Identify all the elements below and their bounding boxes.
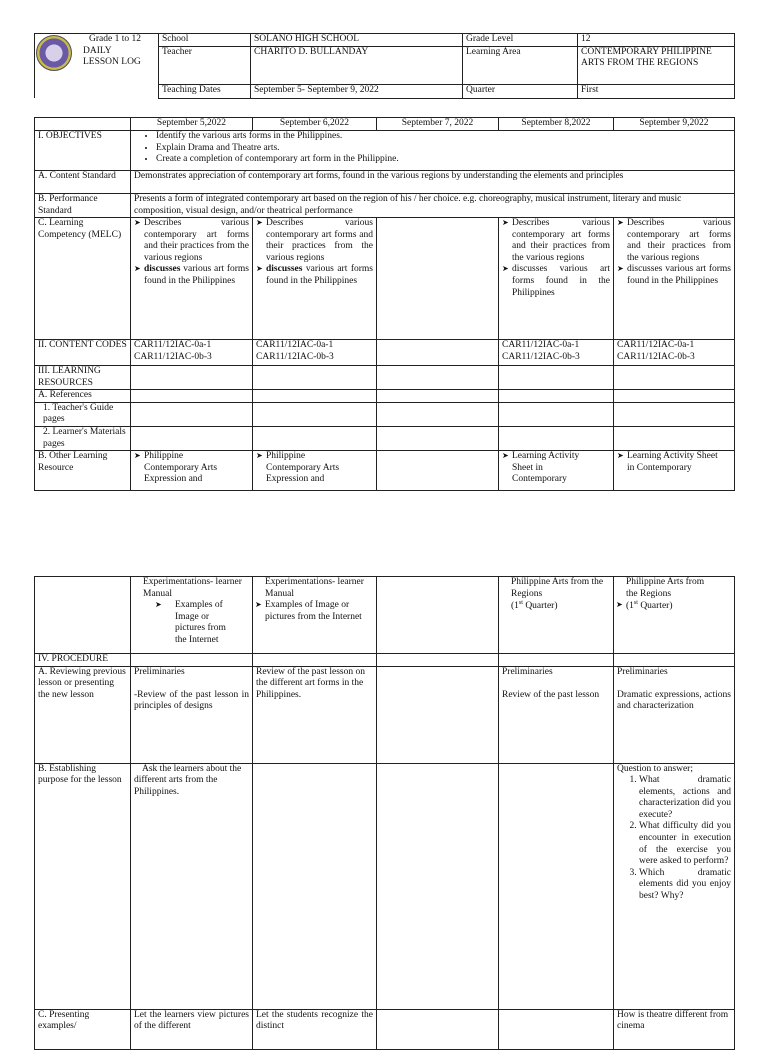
competency-cell (131, 218, 253, 340)
empty-cell (377, 340, 499, 366)
code: CAR11/12IAC-0a-1 (617, 340, 695, 351)
competency-cell (614, 218, 735, 340)
competency-cell (499, 218, 614, 340)
learning-area-label: Learning Area (463, 46, 578, 84)
grade-level-value: 12 (578, 34, 735, 47)
other-resource-row (35, 451, 735, 491)
day-header: September 9,2022 (614, 118, 735, 131)
text: (1 (511, 601, 519, 612)
resource-continued-cell (131, 577, 253, 654)
competency-row (35, 218, 735, 340)
learners-materials-row (35, 427, 735, 451)
quarter-label: Quarter (463, 84, 578, 98)
performance-standard-text: Presents a form of integrated contemporary art based on the region of his / her choice. e.g. choreography, musical instrument, literary and music composition, visual design, and/or theatrical performance (131, 194, 735, 218)
presenting-cell: Let the students recognize the distinct (253, 1009, 377, 1049)
text: various art forms found in the Philippines (266, 264, 373, 287)
objective-item: • Create a completion of contemporary art form in the Philippine. (156, 154, 731, 166)
bold-text: discusses (266, 264, 303, 275)
bold-text: discusses (144, 264, 181, 275)
teacher-label: Teacher (159, 46, 251, 84)
presenting-row (35, 1009, 735, 1049)
learning-resources-row (35, 366, 735, 390)
resource-manual: Experimentations- learner Manual (265, 577, 364, 599)
lesson-log-table-continued (34, 576, 735, 1050)
day-header: September 7, 2022 (377, 118, 499, 131)
purpose-label: B. Establishing purpose for the lesson (35, 763, 131, 1009)
objective-item: • Explain Drama and Theatre arts. (156, 143, 731, 155)
superscript: st (518, 600, 523, 607)
header-table (34, 33, 735, 99)
content-codes-row (35, 340, 735, 366)
objective-item: • Identify the various arts forms in the Philippines. (156, 131, 731, 143)
quarter-value: First (578, 84, 735, 98)
reviewing-cell (499, 666, 614, 763)
text: Quarter) (637, 601, 673, 612)
performance-standard-label: B. Performance Standard (35, 194, 131, 218)
teaching-dates-label: Teaching Dates (159, 84, 251, 98)
day-header: September 6,2022 (253, 118, 377, 131)
resource-book: ➤ Philippine Contemporary Arts Expression and (134, 451, 249, 486)
competency-cell (253, 218, 377, 340)
grade-level-label: Grade Level (463, 34, 578, 47)
school-value: SOLANO HIGH SCHOOL (251, 34, 463, 47)
codes-cell (253, 340, 377, 366)
resource-images: ➤ Examples of Image or pictures from the Internet (255, 600, 373, 623)
learners-materials-label: 2. Learner's Materials pages (35, 427, 131, 451)
objectives-label: I. OBJECTIVES (35, 131, 131, 171)
day-header: September 5,2022 (131, 118, 253, 131)
resource-regions: Philippine Arts from the Regions (511, 577, 604, 599)
references-label: A. References (35, 390, 131, 403)
teachers-guide-label: 1. Teacher's Guide pages (35, 402, 131, 426)
presenting-cell: Let the learners view pictures of the different (131, 1009, 253, 1049)
resource-images: ➤ Examples of Image or pictures from the Internet (155, 600, 249, 646)
competency-discusses (134, 264, 249, 287)
preliminaries: Preliminaries (617, 666, 668, 677)
content-standard-label: A. Content Standard (35, 171, 131, 194)
log-title-daily: DAILY (83, 45, 112, 56)
resource-manual: Experimentations- learner Manual (143, 577, 242, 599)
competency-describes: ➤ Describes various contemporary art forms and their practices from the various regions (256, 218, 373, 264)
reviewing-cell (131, 666, 253, 763)
codes-cell (131, 340, 253, 366)
learning-area-value: CONTEMPORARY PHILIPPINE ARTS FROM THE REGIONS (578, 46, 735, 84)
preliminaries: Preliminaries (502, 666, 553, 677)
day-header: September 8,2022 (499, 118, 614, 131)
objectives-row (35, 131, 735, 171)
review-text: Review of the past lesson (502, 689, 600, 700)
reviewing-row (35, 666, 735, 763)
objectives-list (131, 131, 735, 171)
teachers-guide-row (35, 402, 735, 426)
presenting-label: C. Presenting examples/ (35, 1009, 131, 1049)
purpose-cell: Ask the learners about the different arts from the Philippines. (131, 763, 253, 1009)
superscript: st (633, 600, 638, 607)
purpose-questions-cell (614, 763, 735, 1009)
code: CAR11/12IAC-0b-3 (617, 351, 695, 362)
reviewing-cell (614, 666, 735, 763)
lesson-log-table (34, 117, 735, 491)
procedure-row (35, 654, 735, 667)
competency-label: C. Learning Competency (MELC) (35, 218, 131, 340)
resource-quarter (616, 600, 731, 613)
content-standard-text: Demonstrates appreciation of contemporary art forms, found in the various regions by understanding the elements and principles (131, 171, 735, 194)
performance-standard-row (35, 194, 735, 218)
resource-book: ➤ Philippine Contemporary Arts Expression and (256, 451, 373, 486)
presenting-cell: How is theatre different from cinema (614, 1009, 735, 1049)
learning-resources-label: III. LEARNING RESOURCES (35, 366, 131, 390)
competency-discusses: ➤ discusses various art forms found in the Philippines (617, 264, 731, 287)
competency-describes: ➤ Describes various contemporary art forms and their practices from the various regions (502, 218, 610, 264)
preliminaries: Preliminaries (134, 666, 185, 677)
code: CAR11/12IAC-0b-3 (256, 351, 334, 362)
resource-regions: Philippine Arts from the Regions (626, 577, 705, 599)
teaching-dates-value: September 5- September 9, 2022 (251, 84, 463, 98)
log-title-lesson-log: LESSON LOG (83, 57, 141, 68)
competency-describes: ➤ Describes various contemporary art forms and their practices from the various regions (134, 218, 249, 264)
resource-continued-cell (614, 577, 735, 654)
review-text: -Review of the past lesson in principles of designs (134, 689, 249, 712)
code: CAR11/12IAC-0a-1 (502, 340, 580, 351)
purpose-row (35, 763, 735, 1009)
other-resource-label: B. Other Learning Resource (35, 451, 131, 491)
log-title-cell (35, 34, 159, 99)
text: (1 (626, 601, 634, 612)
competency-describes: ➤ Describes various contemporary art forms and their practices from the various regions (617, 218, 731, 264)
procedure-label: IV. PROCEDURE (35, 654, 131, 667)
question-item: 1. What dramatic elements, actions and characterization did you execute? (639, 775, 731, 821)
code: CAR11/12IAC-0a-1 (134, 340, 212, 351)
codes-cell (499, 340, 614, 366)
resource-continued-cell (253, 577, 377, 654)
question-item: 3. Which dramatic elements did you enjoy best? Why? (639, 868, 731, 903)
references-row (35, 390, 735, 403)
code: CAR11/12IAC-0a-1 (256, 340, 334, 351)
resource-quarter (511, 600, 610, 613)
teacher-value: CHARITO D. BULLANDAY (251, 46, 463, 84)
competency-discusses: ➤ discusses various art forms found in the Philippines (502, 264, 610, 299)
grade-range: Grade 1 to 12 (89, 34, 141, 44)
resource-las: ➤ Learning Activity Sheet in Contemporary (502, 451, 610, 486)
days-row (35, 118, 735, 131)
empty-cell (377, 218, 499, 340)
content-standard-row (35, 171, 735, 194)
question-item: 2. What difficulty did you encounter in execution of the exercise you were asked to perform? (639, 821, 731, 867)
resource-continued-cell (499, 577, 614, 654)
resource-las: ➤ Learning Activity Sheet in Contemporary (617, 451, 731, 474)
review-text: Dramatic expressions, actions and characterization (617, 689, 731, 712)
codes-cell (614, 340, 735, 366)
school-label: School (159, 34, 251, 47)
competency-discusses (256, 264, 373, 287)
text: Quarter) (522, 601, 558, 612)
text: various art forms found in the Philippines (144, 264, 249, 287)
code: CAR11/12IAC-0b-3 (502, 351, 580, 362)
resources-continued-row (35, 577, 735, 654)
question-intro: Question to answer; (617, 763, 693, 774)
code: CAR11/12IAC-0b-3 (134, 351, 212, 362)
reviewing-label: A. Reviewing previous lesson or presenting the new lesson (35, 666, 131, 763)
content-codes-label: II. CONTENT CODES (35, 340, 131, 366)
reviewing-cell: Review of the past lesson on the different art forms in the Philippines. (253, 666, 377, 763)
